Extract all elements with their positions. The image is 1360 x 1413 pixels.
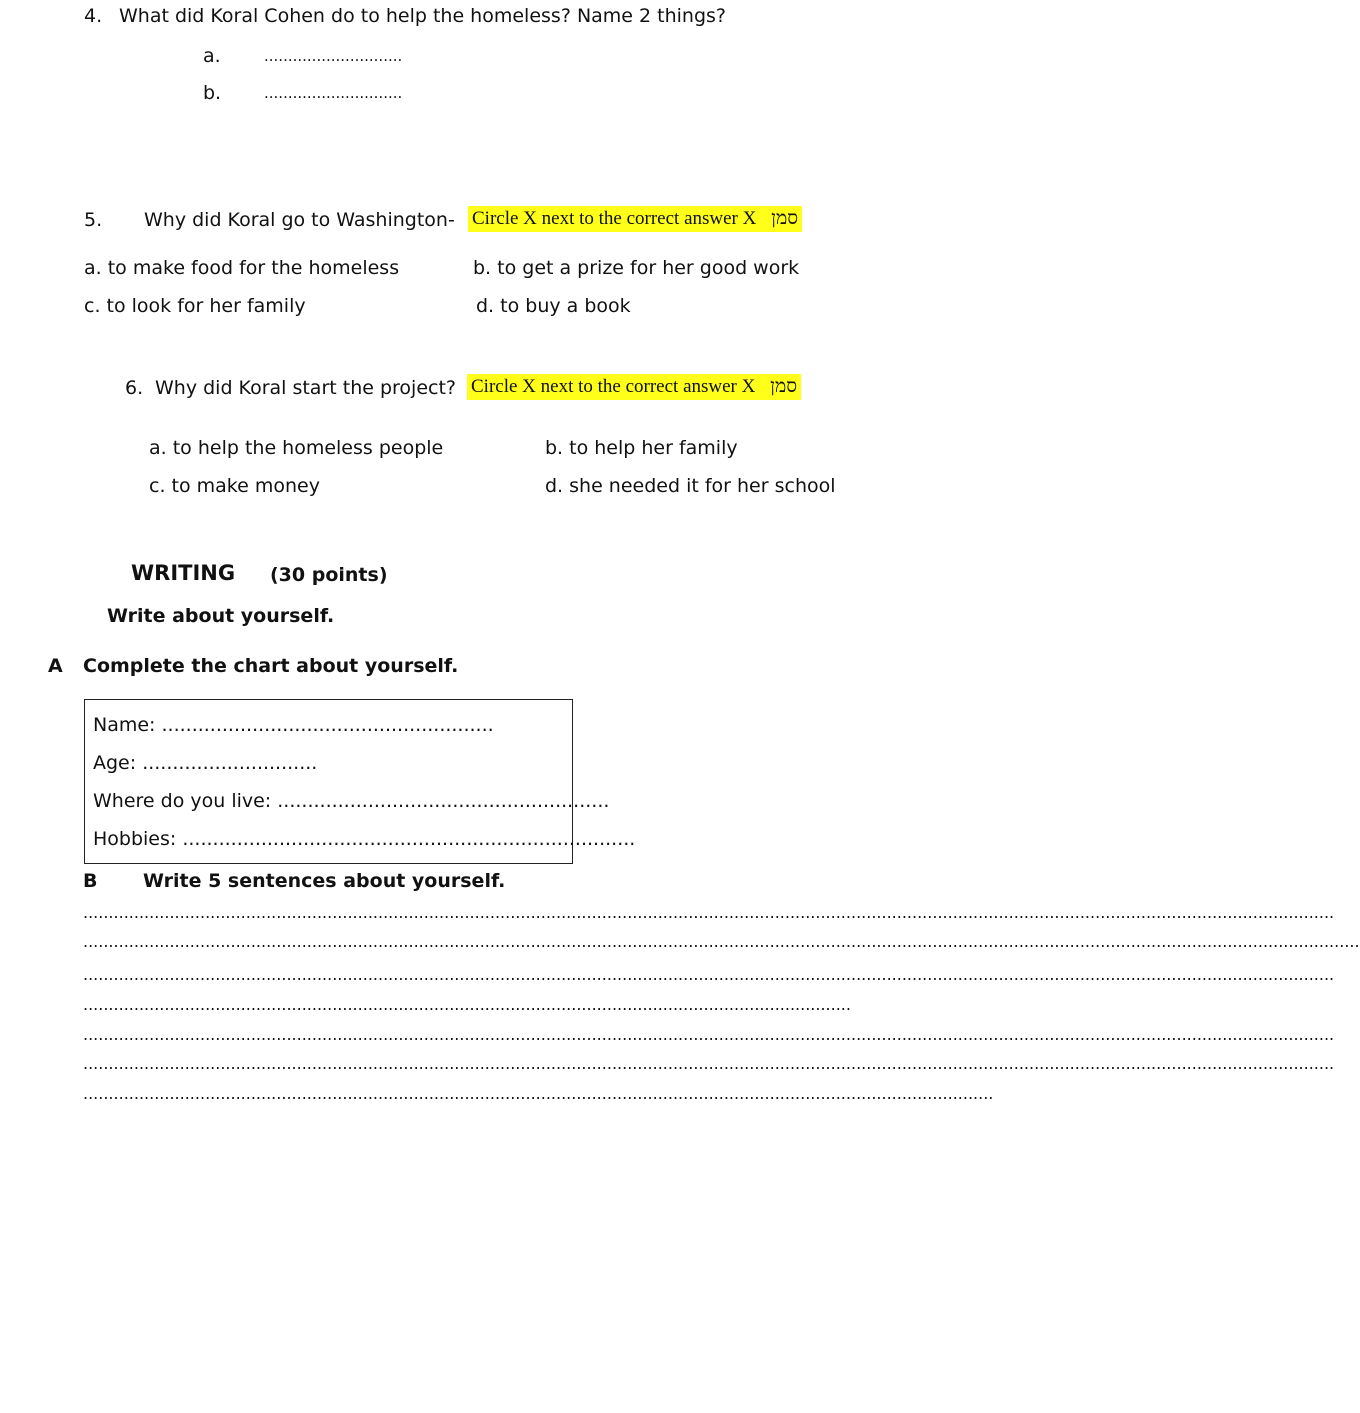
q4-option-b-label: b. [203,82,222,104]
writing-line-4[interactable]: ....................................................................................................................................................... [83,995,851,1014]
chart-age-field[interactable]: Age: ............................. [93,752,318,774]
writing-line-5[interactable]: ...................................................................................................................................................................................................................................................... [83,1025,1335,1044]
part-a-instruction: Complete the chart about yourself. [83,655,459,677]
q5-question: Why did Koral go to Washington- [144,209,455,231]
chart-where-field[interactable]: Where do you live: ....................................................... [93,790,610,812]
q6-option-b[interactable]: b. to help her family [545,437,738,459]
q6-option-d[interactable]: d. she needed it for her school [545,475,836,497]
writing-points: (30 points) [270,564,388,586]
q6-option-a[interactable]: a. to help the homeless people [149,437,444,459]
part-b-label: B [83,870,98,892]
writing-line-3[interactable]: ...................................................................................................................................................................................................................................................... [83,965,1335,984]
q5-option-a[interactable]: a. to make food for the homeless [84,257,400,279]
q4-answer-a-blank[interactable]: ............................. [264,47,403,65]
q6-instruction-hebrew: סמן [770,376,798,397]
q6-instruction-highlight [467,374,801,400]
part-b-instruction: Write 5 sentences about yourself. [143,870,506,892]
q4-answer-b-blank[interactable]: ............................. [264,84,403,102]
writing-line-1[interactable]: ...................................................................................................................................................................................................................................................... [83,903,1335,922]
chart-hobbies-field[interactable]: Hobbies: ........................................................................... [93,828,636,850]
q5-option-d[interactable]: d. to buy a book [476,295,631,317]
q4-number: 4. [84,5,103,27]
writing-subtitle: Write about yourself. [107,605,335,627]
q6-instruction: Circle X next to the correct answer X [471,376,756,397]
q5-number: 5. [84,209,103,231]
q6-number: 6. [125,377,144,399]
q4-question: What did Koral Cohen do to help the homeless? Name 2 things? [119,5,727,27]
chart-name-field[interactable]: Name: ....................................................... [93,714,494,736]
writing-line-6[interactable]: ...................................................................................................................................................................................................................................................... [83,1054,1335,1073]
part-a-label: A [48,655,63,677]
q5-instruction-highlight [468,206,802,232]
q6-option-c[interactable]: c. to make money [149,475,320,497]
q5-option-b[interactable]: b. to get a prize for her good work [473,257,800,279]
q6-question: Why did Koral start the project? [155,377,457,399]
q4-option-a-label: a. [203,45,221,67]
writing-line-2[interactable]: ........................................................................................................................................................................................................................................................... [83,932,1360,951]
q5-instruction: Circle X next to the correct answer X [472,208,757,229]
q5-option-c[interactable]: c. to look for her family [84,295,306,317]
writing-line-7[interactable]: ................................................................................................................................................................................... [83,1084,994,1103]
q5-instruction-hebrew: סמן [771,208,799,229]
writing-title: WRITING [131,561,236,585]
